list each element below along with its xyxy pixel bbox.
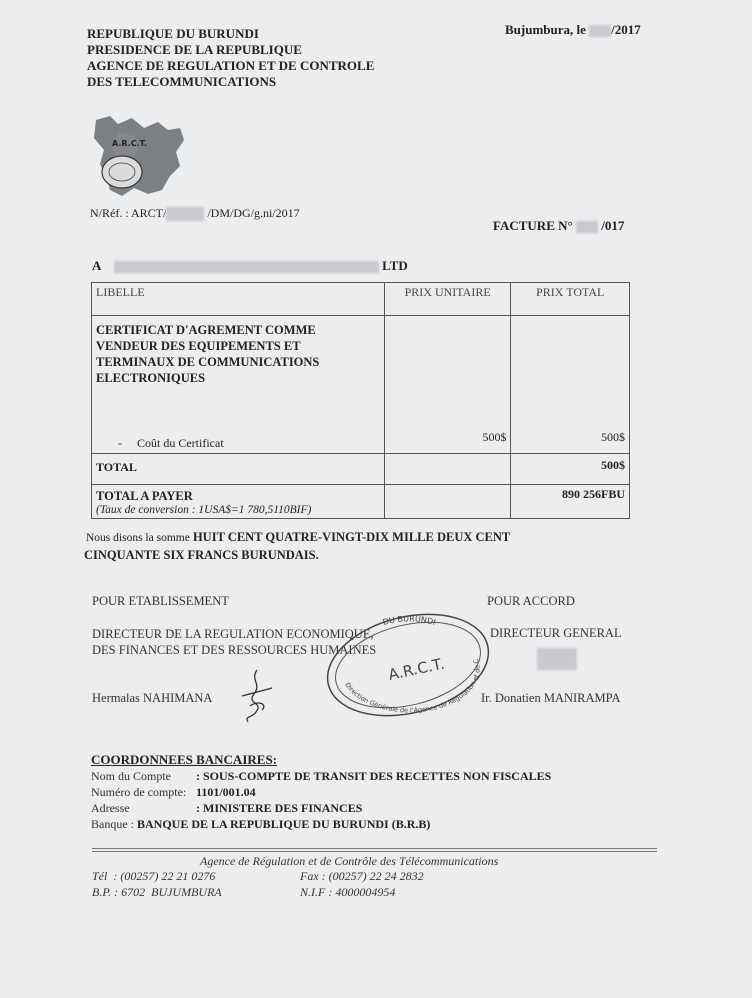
invoice-table	[91, 282, 630, 519]
item-description	[96, 318, 380, 386]
item-total-price: 500$	[601, 430, 625, 444]
invoice-number	[493, 218, 624, 234]
footer-bp: B.P. : 6702 BUJUMBURA	[92, 885, 222, 899]
total-value: 500$	[511, 454, 630, 485]
table-total-row	[92, 454, 630, 485]
amount-words-line2: CINQUANTE SIX FRANCS BURUNDAIS.	[84, 548, 319, 562]
table-total-pay-row	[92, 485, 630, 519]
footer-fax: Fax : (00257) 22 24 2832	[300, 869, 424, 883]
burundi-map-logo	[88, 110, 188, 200]
footer-tel: Tél : (00257) 22 21 0276	[92, 869, 216, 883]
amount-words-line1: HUIT CENT QUATRE-VINGT-DIX MILLE DEUX CENT	[192, 530, 511, 544]
stamp-top-text: DU BURUNDI	[381, 614, 437, 628]
left-signature-heading: POUR ETABLISSEMENT	[92, 594, 229, 608]
reference-number	[90, 206, 300, 221]
bank-row-value: : SOUS-COMPTE DE TRANSIT DES RECETTES NON FISCALES	[196, 769, 552, 783]
bank-row-label: Adresse	[91, 801, 130, 815]
description-line: VENDEUR DES EQUIPEMENTS ET	[96, 339, 301, 353]
bank-row-value: 1101/001.04	[196, 785, 256, 799]
svg-text:DU BURUNDI	[382, 614, 437, 627]
amount-in-words	[84, 529, 510, 564]
reference-prefix: N/Réf. : ARCT/	[90, 206, 167, 220]
description-line: CERTIFICAT D'AGREMENT COMME	[96, 323, 316, 337]
issuer-header	[87, 26, 374, 90]
date-prefix: Bujumbura, le	[505, 22, 586, 37]
bank-row-value: BANQUE DE LA REPUBLIQUE DU BURUNDI (B.R.B)	[137, 817, 431, 831]
right-signatory-name: Ir. Donatien MANIRAMPA	[481, 691, 621, 705]
date-suffix: /2017	[611, 22, 641, 37]
reference-suffix: /DM/DG/g.ni/2017	[207, 206, 300, 220]
logo-label: A.R.C.T.	[112, 139, 147, 148]
total-pay-label: TOTAL A PAYER	[96, 489, 193, 503]
right-signatory-title: DIRECTEUR GENERAL	[490, 626, 622, 640]
description-line: TERMINAUX DE COMMUNICATIONS	[96, 355, 320, 369]
bank-row	[91, 800, 551, 816]
footer-divider	[92, 848, 657, 849]
bank-row	[91, 784, 551, 800]
redacted-signature	[537, 648, 577, 670]
bank-row-label: Nom du Compte	[91, 769, 171, 783]
header-line-4: DES TELECOMMUNICATIONS	[87, 74, 277, 89]
left-title-line: DIRECTEUR DE LA REGULATION ECONOMIQUE,	[92, 627, 374, 641]
bank-row-label: Banque :	[91, 817, 134, 831]
total-label: TOTAL	[92, 454, 385, 485]
header-line-2: PRESIDENCE DE LA REPUBLIQUE	[87, 42, 302, 57]
redacted-day	[589, 25, 611, 37]
amount-words-prefix: Nous disons la somme	[86, 532, 190, 544]
header-unit-price: PRIX UNITAIRE	[384, 283, 511, 316]
bank-details	[91, 752, 551, 832]
document-date	[505, 22, 641, 38]
item-line	[96, 436, 380, 451]
footer-divider	[92, 851, 657, 852]
total-pay-value: 890 256FBU	[511, 485, 630, 519]
official-stamp	[318, 610, 498, 720]
header-line-3: AGENCE DE REGULATION ET DE CONTROLE	[87, 58, 375, 73]
footer-nif: N.I.F : 4000004954	[300, 885, 396, 899]
invoice-suffix: /017	[601, 218, 625, 233]
invoice-prefix: FACTURE N°	[493, 218, 573, 233]
conversion-note: (Taux de conversion : 1USA$=1 780,5110BIF)	[96, 504, 312, 516]
bank-row-label: Numéro de compte:	[91, 785, 187, 799]
item-unit-price: 500$	[482, 430, 507, 444]
table-header-row	[92, 283, 630, 316]
table-item-row	[92, 316, 630, 454]
bank-row	[91, 816, 551, 832]
description-line: ELECTRONIQUES	[96, 371, 206, 385]
left-title-line: DES FINANCES ET DES RESSOURCES HUMAINES	[92, 643, 377, 657]
header-line-1: REPUBLIQUE DU BURUNDI	[87, 26, 259, 41]
redacted-recipient-name	[114, 261, 379, 273]
recipient	[92, 258, 408, 274]
recipient-prefix: A	[92, 258, 101, 273]
left-signatory-name: Hermalas NAHIMANA	[92, 691, 213, 705]
stamp-center-text: A.R.C.T.	[386, 654, 447, 684]
bank-row	[91, 768, 551, 784]
header-total-price: PRIX TOTAL	[511, 283, 630, 316]
footer-title: Agence de Régulation et de Contrôle des Télécommunications	[200, 854, 499, 868]
bank-title: COORDONNEES BANCAIRES:	[91, 752, 277, 767]
item-bullet: -	[118, 436, 122, 450]
handwritten-signature	[232, 666, 282, 731]
bank-row-value: : MINISTERE DES FINANCES	[196, 801, 363, 815]
item-label: Coût du Certificat	[137, 436, 224, 450]
header-libelle: LIBELLE	[92, 283, 385, 316]
redacted-reference	[166, 207, 204, 221]
stamp-bottom-text: Direction Générale de l'Agence de Régulation et de C	[343, 657, 482, 715]
redacted-invoice-number	[576, 221, 598, 233]
recipient-suffix: LTD	[382, 258, 408, 273]
right-signature-heading: POUR ACCORD	[487, 594, 575, 608]
